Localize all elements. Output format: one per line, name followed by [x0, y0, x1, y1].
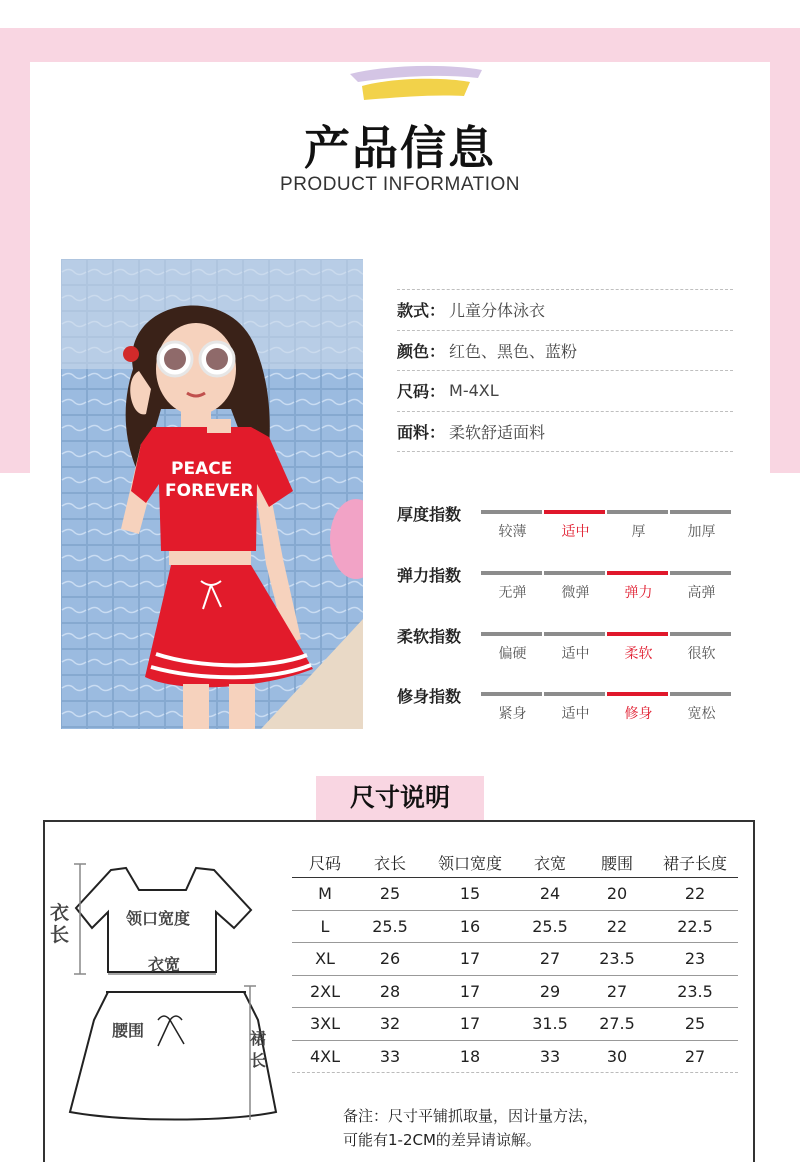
- table-cell: 17: [459, 949, 481, 969]
- size-table: [292, 848, 738, 1073]
- table-header-cell: 腰围: [600, 854, 633, 873]
- spec-list: [397, 262, 733, 452]
- table-cell: 23.5: [677, 981, 713, 1001]
- spec-separator: [397, 262, 733, 290]
- diagram-label-chest-width: 衣宽: [148, 955, 181, 974]
- table-row: [292, 976, 738, 1009]
- index-option: 适中: [544, 510, 607, 541]
- diagram-label-waist: 腰围: [112, 1021, 145, 1040]
- spec-label: 款式：: [397, 301, 446, 321]
- table-cell: 16: [459, 916, 481, 936]
- table-cell: 28: [379, 981, 401, 1001]
- table-cell: 22: [606, 916, 628, 936]
- table-cell: M: [318, 884, 332, 904]
- index-option: 较薄: [481, 510, 544, 541]
- spec-value: M-4XL: [449, 381, 499, 401]
- index-option: 厚: [607, 510, 670, 541]
- index-name: 柔软指数: [397, 627, 462, 646]
- table-cell: 26: [379, 949, 401, 969]
- spec-label: 颜色：: [397, 341, 446, 361]
- index-option: 高弹: [670, 571, 733, 602]
- table-cell: 32: [379, 1014, 401, 1034]
- table-cell: 25.5: [372, 916, 408, 936]
- index-option: 紧身: [481, 692, 544, 723]
- table-cell: 25: [379, 884, 401, 904]
- spec-value: 柔软舒适面料: [449, 422, 546, 442]
- table-cell: 3XL: [309, 1014, 341, 1034]
- product-photo: [61, 259, 363, 729]
- table-cell: 27.5: [599, 1014, 635, 1034]
- page-subtitle: PRODUCT INFORMATION: [280, 174, 520, 195]
- table-header-cell: 衣宽: [533, 854, 566, 873]
- index-option: 无弹: [481, 571, 544, 602]
- table-cell: 27: [606, 981, 628, 1001]
- table-cell: L: [320, 916, 330, 936]
- table-cell: 29: [539, 981, 561, 1001]
- index-softness: [397, 627, 737, 672]
- garment-outline-drawing: [46, 850, 286, 1160]
- index-option: 微弹: [544, 571, 607, 602]
- product-photo-illustration: [61, 259, 363, 729]
- table-cell: 2XL: [309, 981, 341, 1001]
- index-option: 适中: [544, 692, 607, 723]
- table-cell: 4XL: [309, 1046, 341, 1066]
- table-header-cell: 裙子长度: [662, 854, 727, 873]
- spec-row-size: [397, 371, 733, 412]
- table-cell: XL: [315, 949, 335, 969]
- diagram-label-top-length: 衣长: [50, 902, 70, 946]
- index-thickness: [397, 505, 737, 550]
- index-option: 修身: [607, 692, 670, 723]
- table-cell: 31.5: [532, 1014, 568, 1034]
- index-option: 宽松: [670, 692, 733, 723]
- table-cell: 27: [539, 949, 561, 969]
- index-name: 厚度指数: [397, 505, 462, 524]
- shirt-print-line2: FOREVER: [165, 481, 254, 501]
- diagram-label-neck-width: 领口宽度: [126, 909, 191, 928]
- table-cell: 23: [684, 949, 706, 969]
- table-cell: 17: [459, 981, 481, 1001]
- table-cell: 17: [459, 1014, 481, 1034]
- table-cell: 33: [379, 1046, 401, 1066]
- garment-size-diagram: [46, 850, 286, 1160]
- size-note-line1: 备注：尺寸平铺抓取量，因计量方法，: [343, 1107, 599, 1125]
- table-cell: 25: [684, 1014, 706, 1034]
- index-name: 弹力指数: [397, 566, 462, 585]
- table-row: [292, 943, 738, 976]
- index-option: 偏硬: [481, 632, 544, 663]
- table-cell: 27: [684, 1046, 706, 1066]
- spec-label: 尺码：: [397, 382, 446, 402]
- spec-row-color: [397, 331, 733, 372]
- size-note-line2: 可能有1-2CM的差异请谅解。: [343, 1131, 541, 1149]
- brush-stroke-decoration: [340, 60, 490, 110]
- table-cell: 22.5: [677, 916, 713, 936]
- table-row: [292, 878, 738, 911]
- table-cell: 23.5: [599, 949, 635, 969]
- table-cell: 20: [606, 884, 628, 904]
- diagram-label-skirt-length: 裙长: [250, 1029, 267, 1070]
- table-row: [292, 1041, 738, 1074]
- index-elasticity: [397, 566, 737, 611]
- table-cell: 33: [539, 1046, 561, 1066]
- size-note: [343, 1104, 598, 1152]
- spec-row-style: [397, 290, 733, 331]
- index-fit: [397, 687, 737, 732]
- table-header-cell: 尺码: [308, 854, 341, 873]
- index-name: 修身指数: [397, 687, 462, 706]
- table-header-row: [292, 848, 738, 878]
- spec-value: 红色、黑色、蓝粉: [449, 341, 578, 361]
- table-cell: 22: [684, 884, 706, 904]
- table-header-cell: 领口宽度: [437, 854, 502, 873]
- index-option: 适中: [544, 632, 607, 663]
- table-row: [292, 1008, 738, 1041]
- table-row: [292, 911, 738, 944]
- size-section-title: 尺寸说明: [316, 776, 484, 820]
- index-option: 加厚: [670, 510, 733, 541]
- shirt-print-line1: PEACE: [171, 459, 233, 479]
- index-option: 弹力: [607, 571, 670, 602]
- page-title: 产品信息: [304, 121, 496, 175]
- index-option: 很软: [670, 632, 733, 663]
- table-cell: 30: [606, 1046, 628, 1066]
- spec-value: 儿童分体泳衣: [449, 301, 546, 321]
- spec-label: 面料：: [397, 422, 446, 442]
- table-cell: 24: [539, 884, 561, 904]
- table-header-cell: 衣长: [373, 854, 406, 873]
- table-cell: 25.5: [532, 916, 568, 936]
- index-option: 柔软: [607, 632, 670, 663]
- table-cell: 15: [459, 884, 481, 904]
- spec-row-fabric: [397, 412, 733, 453]
- table-cell: 18: [459, 1046, 481, 1066]
